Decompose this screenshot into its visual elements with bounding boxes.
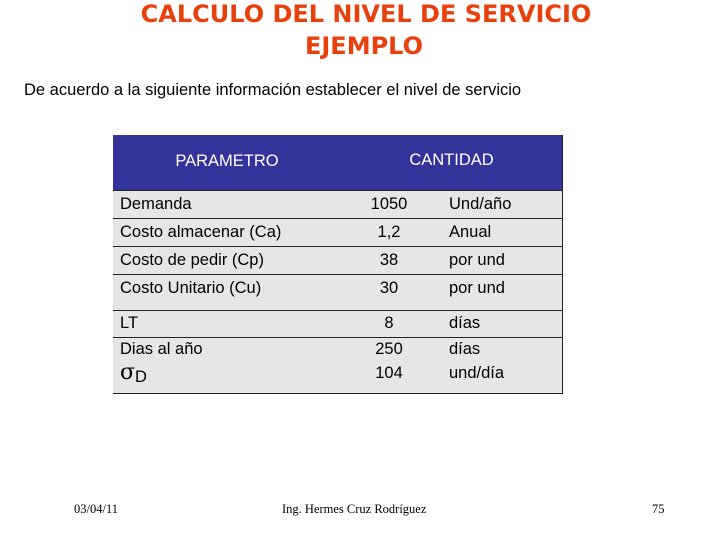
- slide-title-line-1: CALCULO DEL NIVEL DE SERVICIO: [140, 0, 592, 28]
- row-parameter: Costo almacenar (Ca): [120, 223, 282, 241]
- row-value: 250: [375, 340, 403, 358]
- footer-author: Ing. Hermes Cruz Rodríguez: [282, 502, 427, 516]
- table-row: [113, 246, 562, 275]
- row-parameter: Demanda: [120, 195, 192, 213]
- table-row: [113, 218, 562, 247]
- row-value: 8: [384, 314, 394, 332]
- row-parameter: [120, 360, 147, 388]
- row-parameter: Costo de pedir (Cp): [120, 251, 264, 269]
- row-unit: Und/año: [449, 195, 512, 213]
- row-parameter: Costo Unitario (Cu): [120, 279, 262, 297]
- table-row: [113, 337, 562, 364]
- table-row: [113, 360, 562, 393]
- row-value: 1,2: [377, 223, 401, 241]
- table-row: [113, 274, 562, 311]
- slide-instruction: De acuerdo a la siguiente información establecer el nivel de servicio: [24, 81, 522, 99]
- table-row: [113, 310, 562, 338]
- row-value: 104: [375, 364, 403, 382]
- row-parameter: Dias al año: [120, 340, 203, 358]
- table-row: [113, 190, 562, 219]
- row-unit: und/día: [449, 364, 505, 382]
- header-cantidad: CANTIDAD: [409, 151, 494, 169]
- parameters-table: [113, 135, 563, 394]
- row-unit: Anual: [449, 223, 492, 241]
- table-header: [113, 135, 562, 190]
- slide-title-line-2: EJEMPLO: [304, 32, 424, 60]
- row-value: 30: [379, 279, 399, 297]
- footer-date: 03/04/11: [74, 502, 118, 516]
- row-unit: por und: [449, 279, 505, 297]
- row-unit: días: [449, 314, 481, 332]
- row-unit: por und: [449, 251, 505, 269]
- header-parametro: PARAMETRO: [175, 152, 279, 170]
- row-value: 38: [379, 251, 399, 269]
- sigma-symbol: σ: [120, 360, 136, 385]
- row-value: 1050: [370, 195, 408, 213]
- footer-page-number: 75: [652, 502, 665, 516]
- row-parameter: LT: [120, 314, 139, 332]
- row-unit: días: [449, 340, 481, 358]
- row-parameter-suffix: D: [135, 368, 147, 386]
